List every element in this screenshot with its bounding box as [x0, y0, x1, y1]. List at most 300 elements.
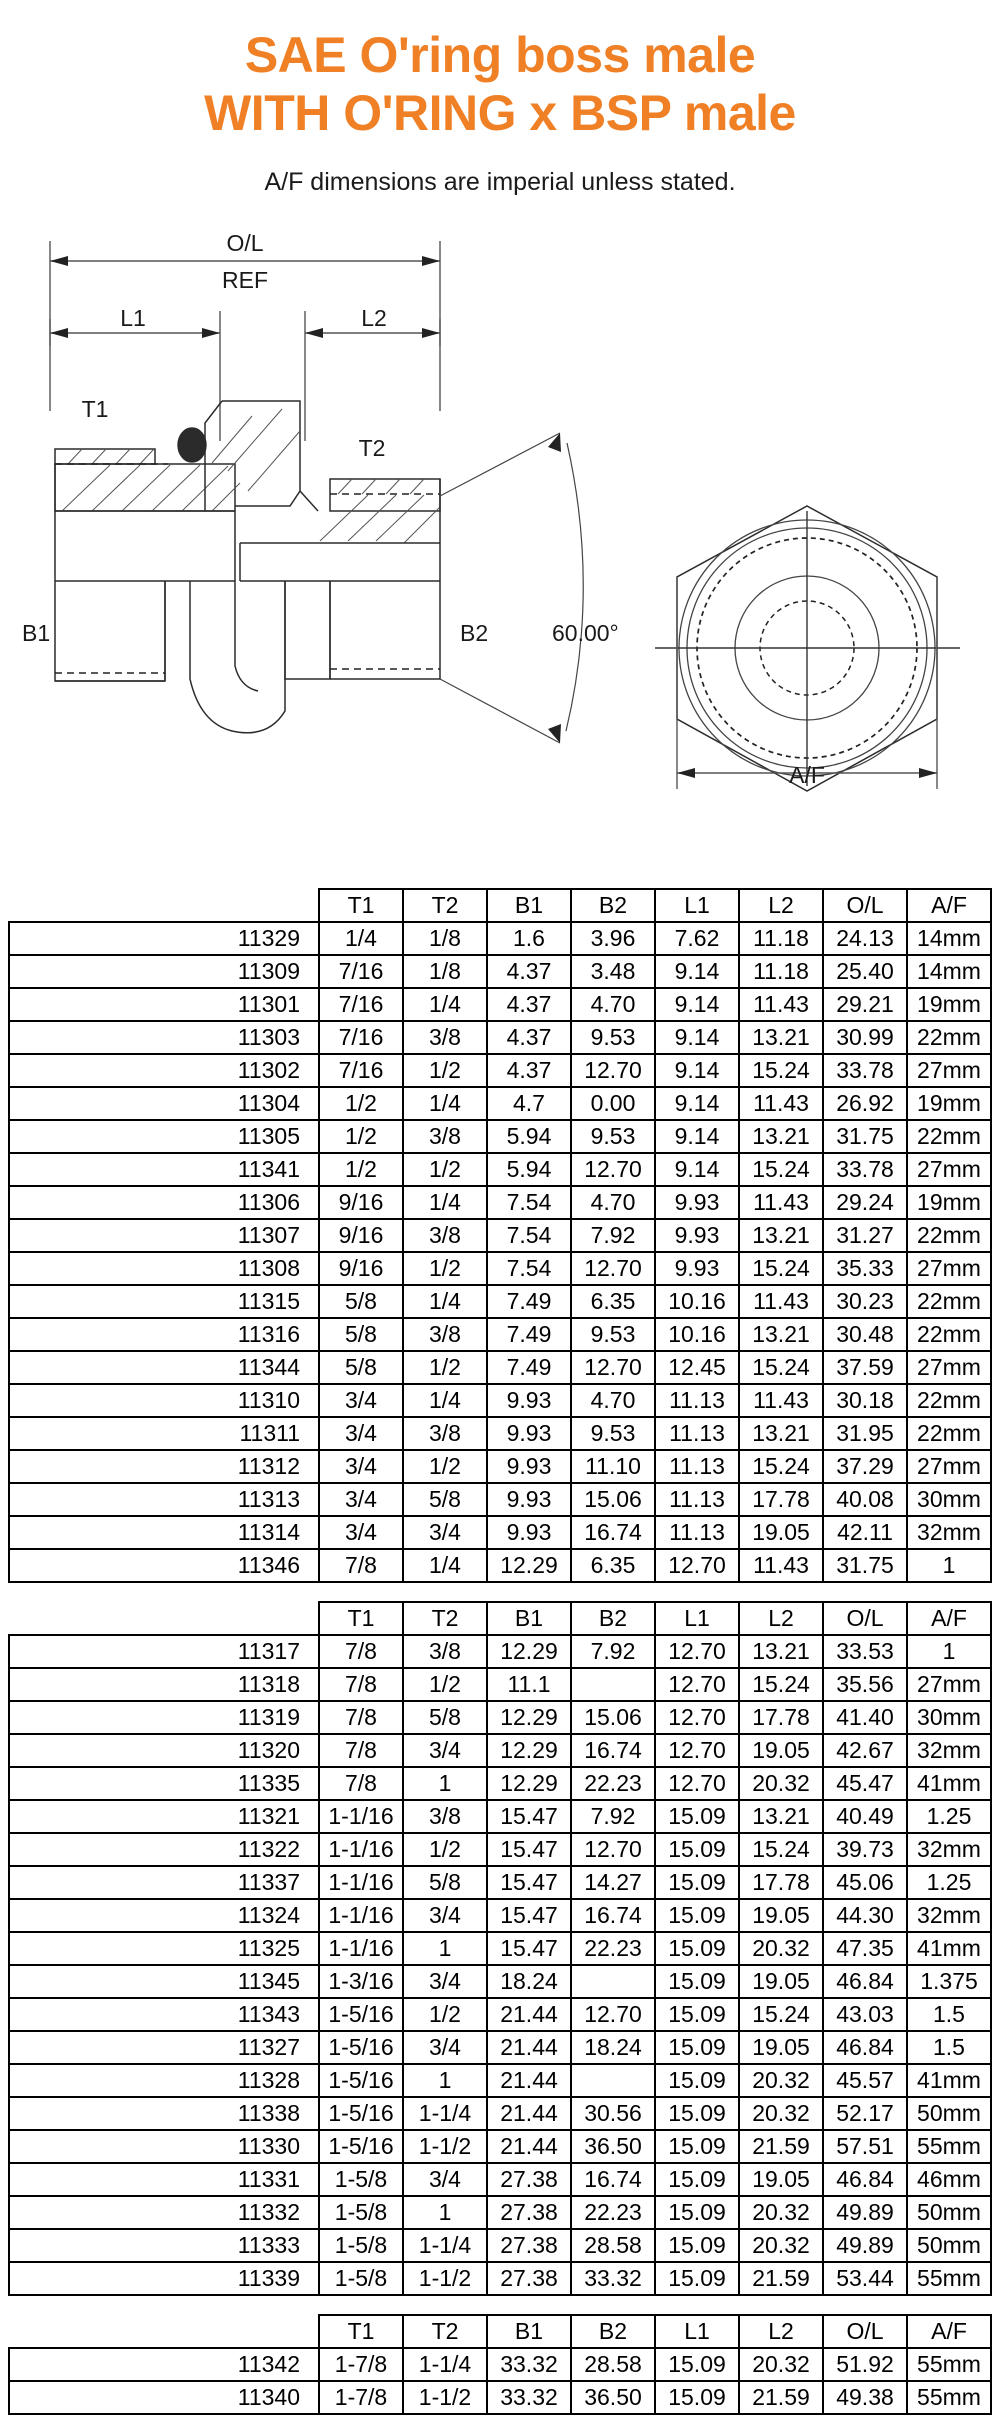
cell-b1: 4.37 — [487, 1021, 571, 1054]
table-row[interactable] — [9, 1153, 991, 1186]
cell-b2: 3.96 — [571, 922, 655, 955]
cell-a-f: 22mm — [907, 1021, 991, 1054]
table-row[interactable] — [9, 1516, 991, 1549]
cell-t1: 7/16 — [319, 988, 403, 1021]
cell-t1: 5/8 — [319, 1285, 403, 1318]
cell-part-number: 11319 — [9, 1701, 319, 1734]
cell-a-f: 30mm — [907, 1483, 991, 1516]
cell-t2: 3/8 — [403, 1120, 487, 1153]
table-row[interactable] — [9, 1767, 991, 1800]
cell-t1: 1-5/8 — [319, 2229, 403, 2262]
angle-callout — [440, 433, 583, 743]
cell-l2: 13.21 — [739, 1219, 823, 1252]
cell-l2: 19.05 — [739, 1734, 823, 1767]
cell-l2: 19.05 — [739, 2163, 823, 2196]
cell-b1: 4.37 — [487, 1054, 571, 1087]
cell-part-number: 11309 — [9, 955, 319, 988]
cell-a-f: 50mm — [907, 2196, 991, 2229]
cell-b1: 5.94 — [487, 1153, 571, 1186]
table-row[interactable] — [9, 2229, 991, 2262]
table-row[interactable] — [9, 2262, 991, 2295]
cell-l2: 21.59 — [739, 2381, 823, 2414]
cell-b2 — [571, 2064, 655, 2097]
table-row[interactable] — [9, 2031, 991, 2064]
cell-o-l: 43.03 — [823, 1998, 907, 2031]
cell-b1: 7.54 — [487, 1252, 571, 1285]
cell-b1: 15.47 — [487, 1932, 571, 1965]
cell-b2: 11.10 — [571, 1450, 655, 1483]
cell-l1: 11.13 — [655, 1516, 739, 1549]
cell-l2: 13.21 — [739, 1417, 823, 1450]
cell-b2: 0.00 — [571, 1087, 655, 1120]
cell-t1: 3/4 — [319, 1516, 403, 1549]
column-header-l2: L2 — [739, 889, 823, 922]
cell-t2: 3/8 — [403, 1417, 487, 1450]
cell-l2: 11.43 — [739, 1549, 823, 1582]
table-row[interactable] — [9, 2348, 991, 2381]
cell-a-f: 1.5 — [907, 2031, 991, 2064]
cell-o-l: 31.75 — [823, 1120, 907, 1153]
cell-t2: 3/4 — [403, 1899, 487, 1932]
cell-a-f: 41mm — [907, 1932, 991, 1965]
cell-t1: 1-7/8 — [319, 2381, 403, 2414]
cell-b2: 4.70 — [571, 1186, 655, 1219]
cell-b1: 21.44 — [487, 1998, 571, 2031]
label-t1: T1 — [81, 396, 109, 422]
cell-l1: 11.13 — [655, 1384, 739, 1417]
cell-o-l: 30.18 — [823, 1384, 907, 1417]
cell-t2: 3/4 — [403, 1516, 487, 1549]
cell-t2: 1/4 — [403, 1549, 487, 1582]
cell-o-l: 45.47 — [823, 1767, 907, 1800]
cell-b1: 4.7 — [487, 1087, 571, 1120]
cell-b2: 4.70 — [571, 1384, 655, 1417]
cell-o-l: 49.89 — [823, 2229, 907, 2262]
cell-a-f: 41mm — [907, 2064, 991, 2097]
spec-table-2 — [8, 1601, 992, 2296]
cell-t2: 1/2 — [403, 1833, 487, 1866]
cell-b1: 7.54 — [487, 1186, 571, 1219]
cell-part-number: 11330 — [9, 2130, 319, 2163]
cell-b2 — [571, 1965, 655, 1998]
cell-l2: 21.59 — [739, 2262, 823, 2295]
arrow-ol-left — [50, 256, 68, 266]
cell-t2: 3/8 — [403, 1021, 487, 1054]
cell-b1: 9.93 — [487, 1516, 571, 1549]
cell-t2: 1/4 — [403, 1087, 487, 1120]
cell-part-number: 11346 — [9, 1549, 319, 1582]
cell-part-number: 11301 — [9, 988, 319, 1021]
cell-l1: 9.14 — [655, 955, 739, 988]
label-l1: L1 — [120, 305, 146, 331]
cell-a-f: 22mm — [907, 1417, 991, 1450]
cell-b2: 9.53 — [571, 1417, 655, 1450]
column-header-part-number — [9, 889, 319, 922]
cell-t2: 1/4 — [403, 1186, 487, 1219]
cell-t1: 7/8 — [319, 1668, 403, 1701]
cell-b2: 36.50 — [571, 2381, 655, 2414]
cell-part-number: 11337 — [9, 1866, 319, 1899]
cell-a-f: 1.375 — [907, 1965, 991, 1998]
column-header-t2: T2 — [403, 889, 487, 922]
cell-l2: 20.32 — [739, 2229, 823, 2262]
cell-b2: 22.23 — [571, 1932, 655, 1965]
table-row[interactable] — [9, 2196, 991, 2229]
cell-l1: 11.13 — [655, 1483, 739, 1516]
table-row[interactable] — [9, 1899, 991, 1932]
cell-t1: 7/16 — [319, 1021, 403, 1054]
table-row[interactable] — [9, 1120, 991, 1153]
cell-a-f: 41mm — [907, 1767, 991, 1800]
cell-t1: 7/8 — [319, 1635, 403, 1668]
cell-l2: 20.32 — [739, 2196, 823, 2229]
cell-l1: 15.09 — [655, 1998, 739, 2031]
cell-a-f: 55mm — [907, 2130, 991, 2163]
cell-t2: 5/8 — [403, 1866, 487, 1899]
column-header-b1: B1 — [487, 889, 571, 922]
cell-o-l: 25.40 — [823, 955, 907, 988]
cell-l2: 13.21 — [739, 1021, 823, 1054]
arrow-ol-right — [422, 256, 440, 266]
cell-t1: 1-5/8 — [319, 2196, 403, 2229]
cell-b2: 3.48 — [571, 955, 655, 988]
cell-t1: 7/8 — [319, 1734, 403, 1767]
cell-t2: 1 — [403, 1932, 487, 1965]
cell-t2: 1/8 — [403, 955, 487, 988]
table-row[interactable] — [9, 1219, 991, 1252]
cell-part-number: 11318 — [9, 1668, 319, 1701]
cell-l1: 15.09 — [655, 2348, 739, 2381]
column-header-l1: L1 — [655, 2315, 739, 2348]
table-row[interactable] — [9, 1668, 991, 1701]
cell-part-number: 11312 — [9, 1450, 319, 1483]
cell-a-f: 1.25 — [907, 1866, 991, 1899]
cell-l2: 20.32 — [739, 2097, 823, 2130]
arrow-l1-left — [50, 328, 68, 338]
column-header-t1: T1 — [319, 1602, 403, 1635]
cell-a-f: 46mm — [907, 2163, 991, 2196]
cell-a-f: 27mm — [907, 1351, 991, 1384]
cell-b1: 12.29 — [487, 1549, 571, 1582]
cell-part-number: 11335 — [9, 1767, 319, 1800]
cell-a-f: 50mm — [907, 2097, 991, 2130]
cell-part-number: 11304 — [9, 1087, 319, 1120]
table-row[interactable] — [9, 1833, 991, 1866]
table-row[interactable] — [9, 1087, 991, 1120]
table-header-row — [9, 1602, 991, 1635]
column-header-l1: L1 — [655, 889, 739, 922]
table-row[interactable] — [9, 1965, 991, 1998]
cell-l1: 12.70 — [655, 1734, 739, 1767]
page-title-line-2: WITH O'RING x BSP male — [204, 85, 796, 141]
cell-t2: 5/8 — [403, 1701, 487, 1734]
cell-a-f: 32mm — [907, 1833, 991, 1866]
cell-t1: 1-1/16 — [319, 1800, 403, 1833]
cell-o-l: 40.49 — [823, 1800, 907, 1833]
table-row[interactable] — [9, 1252, 991, 1285]
table-row[interactable] — [9, 1998, 991, 2031]
table-row[interactable] — [9, 1549, 991, 1582]
table-row[interactable] — [9, 988, 991, 1021]
cell-b1: 4.37 — [487, 988, 571, 1021]
cell-part-number: 11340 — [9, 2381, 319, 2414]
cell-b1: 15.47 — [487, 1800, 571, 1833]
cell-a-f: 19mm — [907, 1186, 991, 1219]
cell-part-number: 11332 — [9, 2196, 319, 2229]
page-title-line-1: SAE O'ring boss male — [244, 27, 756, 83]
table-row[interactable] — [9, 922, 991, 955]
cell-o-l: 41.40 — [823, 1701, 907, 1734]
cell-l2: 11.43 — [739, 1087, 823, 1120]
cell-b1: 21.44 — [487, 2130, 571, 2163]
column-header-b2: B2 — [571, 889, 655, 922]
table-row[interactable] — [9, 1351, 991, 1384]
cell-l1: 15.09 — [655, 1800, 739, 1833]
cell-part-number: 11341 — [9, 1153, 319, 1186]
cell-b1: 12.29 — [487, 1635, 571, 1668]
cell-t2: 1/2 — [403, 1054, 487, 1087]
cell-l1: 15.09 — [655, 1833, 739, 1866]
cell-b1: 12.29 — [487, 1734, 571, 1767]
cell-o-l: 31.95 — [823, 1417, 907, 1450]
cell-l1: 15.09 — [655, 2381, 739, 2414]
cell-b1: 27.38 — [487, 2229, 571, 2262]
cell-o-l: 52.17 — [823, 2097, 907, 2130]
cell-l1: 12.70 — [655, 1668, 739, 1701]
cell-b1: 7.49 — [487, 1318, 571, 1351]
cell-part-number: 11322 — [9, 1833, 319, 1866]
cell-a-f: 27mm — [907, 1252, 991, 1285]
cell-o-l: 46.84 — [823, 2031, 907, 2064]
cell-l1: 15.09 — [655, 2064, 739, 2097]
cell-t2: 1-1/4 — [403, 2097, 487, 2130]
cell-part-number: 11305 — [9, 1120, 319, 1153]
cell-b1: 15.47 — [487, 1866, 571, 1899]
table-row[interactable] — [9, 2163, 991, 2196]
cell-a-f: 1.25 — [907, 1800, 991, 1833]
cell-t1: 1-5/16 — [319, 2130, 403, 2163]
table-row[interactable] — [9, 1186, 991, 1219]
cell-l1: 15.09 — [655, 2196, 739, 2229]
label-ol: O/L — [226, 230, 264, 256]
cell-b1: 15.47 — [487, 1899, 571, 1932]
cell-b1: 5.94 — [487, 1120, 571, 1153]
cell-t1: 7/8 — [319, 1701, 403, 1734]
cell-o-l: 49.89 — [823, 2196, 907, 2229]
table-row[interactable] — [9, 1483, 991, 1516]
table-row[interactable] — [9, 1318, 991, 1351]
cell-b2: 12.70 — [571, 1153, 655, 1186]
table-header-row — [9, 889, 991, 922]
cell-t1: 9/16 — [319, 1186, 403, 1219]
table-row[interactable] — [9, 1021, 991, 1054]
table-row[interactable] — [9, 1701, 991, 1734]
cell-o-l: 37.29 — [823, 1450, 907, 1483]
spec-table-3 — [8, 2314, 992, 2415]
cell-b1: 1.6 — [487, 922, 571, 955]
cell-l2: 15.24 — [739, 1351, 823, 1384]
cell-b1: 27.38 — [487, 2196, 571, 2229]
cell-a-f: 30mm — [907, 1701, 991, 1734]
cell-t2: 1/2 — [403, 1998, 487, 2031]
arrow-af-left — [677, 768, 695, 778]
cell-part-number: 11325 — [9, 1932, 319, 1965]
cell-t2: 3/8 — [403, 1219, 487, 1252]
cell-t1: 1-5/16 — [319, 2031, 403, 2064]
table-row[interactable] — [9, 1800, 991, 1833]
arrow-l2-left — [305, 328, 323, 338]
cell-l1: 15.09 — [655, 1965, 739, 1998]
cell-l1: 9.14 — [655, 1087, 739, 1120]
cell-part-number: 11302 — [9, 1054, 319, 1087]
cell-b2: 9.53 — [571, 1120, 655, 1153]
column-header-part-number — [9, 2315, 319, 2348]
table-row[interactable] — [9, 1417, 991, 1450]
arrow-af-right — [919, 768, 937, 778]
cell-b2: 4.70 — [571, 988, 655, 1021]
cell-a-f: 19mm — [907, 1087, 991, 1120]
cell-part-number: 11310 — [9, 1384, 319, 1417]
cell-o-l: 33.53 — [823, 1635, 907, 1668]
cell-b2: 14.27 — [571, 1866, 655, 1899]
cell-b2: 12.70 — [571, 1351, 655, 1384]
cell-l2: 11.43 — [739, 988, 823, 1021]
cell-l2: 17.78 — [739, 1483, 823, 1516]
cell-t1: 3/4 — [319, 1483, 403, 1516]
cell-b1: 27.38 — [487, 2262, 571, 2295]
table-row[interactable] — [9, 1635, 991, 1668]
cell-o-l: 29.21 — [823, 988, 907, 1021]
cell-t2: 1-1/4 — [403, 2229, 487, 2262]
cell-t1: 3/4 — [319, 1417, 403, 1450]
cell-part-number: 11320 — [9, 1734, 319, 1767]
cell-o-l: 39.73 — [823, 1833, 907, 1866]
cell-o-l: 37.59 — [823, 1351, 907, 1384]
cell-l1: 9.93 — [655, 1186, 739, 1219]
table-row[interactable] — [9, 2130, 991, 2163]
cell-t1: 3/4 — [319, 1450, 403, 1483]
cell-b1: 9.93 — [487, 1417, 571, 1450]
cell-a-f: 14mm — [907, 922, 991, 955]
cell-part-number: 11303 — [9, 1021, 319, 1054]
table-row[interactable] — [9, 1734, 991, 1767]
cell-t2: 3/8 — [403, 1318, 487, 1351]
cell-l2: 13.21 — [739, 1635, 823, 1668]
cell-l1: 7.62 — [655, 922, 739, 955]
cell-part-number: 11317 — [9, 1635, 319, 1668]
column-header-l2: L2 — [739, 2315, 823, 2348]
cell-t2: 1/4 — [403, 1384, 487, 1417]
cell-l1: 12.70 — [655, 1701, 739, 1734]
technical-drawing — [0, 211, 1000, 816]
cell-b2: 12.70 — [571, 1833, 655, 1866]
column-header-b2: B2 — [571, 2315, 655, 2348]
cell-b2: 7.92 — [571, 1219, 655, 1252]
table-row[interactable] — [9, 1285, 991, 1318]
table-row[interactable] — [9, 1932, 991, 1965]
cell-a-f: 1 — [907, 1635, 991, 1668]
cell-b1: 7.49 — [487, 1285, 571, 1318]
table-row[interactable] — [9, 2097, 991, 2130]
cell-a-f: 27mm — [907, 1153, 991, 1186]
o-ring-symbol — [178, 428, 206, 462]
cell-t2: 1/2 — [403, 1351, 487, 1384]
table-row[interactable] — [9, 1866, 991, 1899]
cell-b1: 7.49 — [487, 1351, 571, 1384]
cell-o-l: 33.78 — [823, 1054, 907, 1087]
cell-t2: 3/4 — [403, 1734, 487, 1767]
label-b1: B1 — [22, 620, 51, 646]
cell-l1: 15.09 — [655, 2031, 739, 2064]
cell-a-f: 27mm — [907, 1450, 991, 1483]
cell-t1: 1-1/16 — [319, 1932, 403, 1965]
cell-b2: 9.53 — [571, 1021, 655, 1054]
cell-t1: 7/8 — [319, 1767, 403, 1800]
cell-t1: 1/2 — [319, 1120, 403, 1153]
cell-t1: 1-1/16 — [319, 1899, 403, 1932]
cell-l1: 15.09 — [655, 2163, 739, 2196]
cell-o-l: 33.78 — [823, 1153, 907, 1186]
cell-t2: 1-1/4 — [403, 2348, 487, 2381]
cell-l1: 15.09 — [655, 2262, 739, 2295]
label-af: A/F — [789, 762, 825, 788]
cell-t1: 1-5/16 — [319, 2064, 403, 2097]
cell-o-l: 57.51 — [823, 2130, 907, 2163]
cell-part-number: 11345 — [9, 1965, 319, 1998]
cell-b2: 12.70 — [571, 1252, 655, 1285]
cell-l1: 15.09 — [655, 1866, 739, 1899]
table-row[interactable] — [9, 2064, 991, 2097]
cell-t1: 1/2 — [319, 1087, 403, 1120]
cell-o-l: 53.44 — [823, 2262, 907, 2295]
cell-t2: 1 — [403, 2064, 487, 2097]
label-angle: 60.00° — [552, 620, 619, 646]
cell-part-number: 11324 — [9, 1899, 319, 1932]
table-header-row — [9, 2315, 991, 2348]
cell-b2: 15.06 — [571, 1701, 655, 1734]
cell-t1: 1-5/8 — [319, 2262, 403, 2295]
cell-a-f: 50mm — [907, 2229, 991, 2262]
table-row[interactable] — [9, 955, 991, 988]
cell-a-f: 22mm — [907, 1120, 991, 1153]
cell-a-f: 32mm — [907, 1899, 991, 1932]
table-row[interactable] — [9, 1054, 991, 1087]
cell-part-number: 11321 — [9, 1800, 319, 1833]
cell-l1: 9.14 — [655, 1153, 739, 1186]
cell-t1: 1-3/16 — [319, 1965, 403, 1998]
cell-part-number: 11308 — [9, 1252, 319, 1285]
column-header-part-number — [9, 1602, 319, 1635]
table-row[interactable] — [9, 1450, 991, 1483]
cell-b2: 22.23 — [571, 2196, 655, 2229]
cell-t2: 1/2 — [403, 1668, 487, 1701]
cell-l1: 15.09 — [655, 2097, 739, 2130]
cell-b1: 27.38 — [487, 2163, 571, 2196]
cell-l2: 15.24 — [739, 1252, 823, 1285]
cell-b1: 11.1 — [487, 1668, 571, 1701]
cell-l2: 15.24 — [739, 1998, 823, 2031]
cell-l1: 12.45 — [655, 1351, 739, 1384]
cell-a-f: 27mm — [907, 1668, 991, 1701]
arrow-l2-right — [422, 328, 440, 338]
table-row[interactable] — [9, 2381, 991, 2414]
table-row[interactable] — [9, 1384, 991, 1417]
cell-t2: 1 — [403, 1767, 487, 1800]
cell-o-l: 51.92 — [823, 2348, 907, 2381]
cell-a-f: 22mm — [907, 1285, 991, 1318]
cell-t2: 1/2 — [403, 1252, 487, 1285]
cell-b1: 9.93 — [487, 1450, 571, 1483]
